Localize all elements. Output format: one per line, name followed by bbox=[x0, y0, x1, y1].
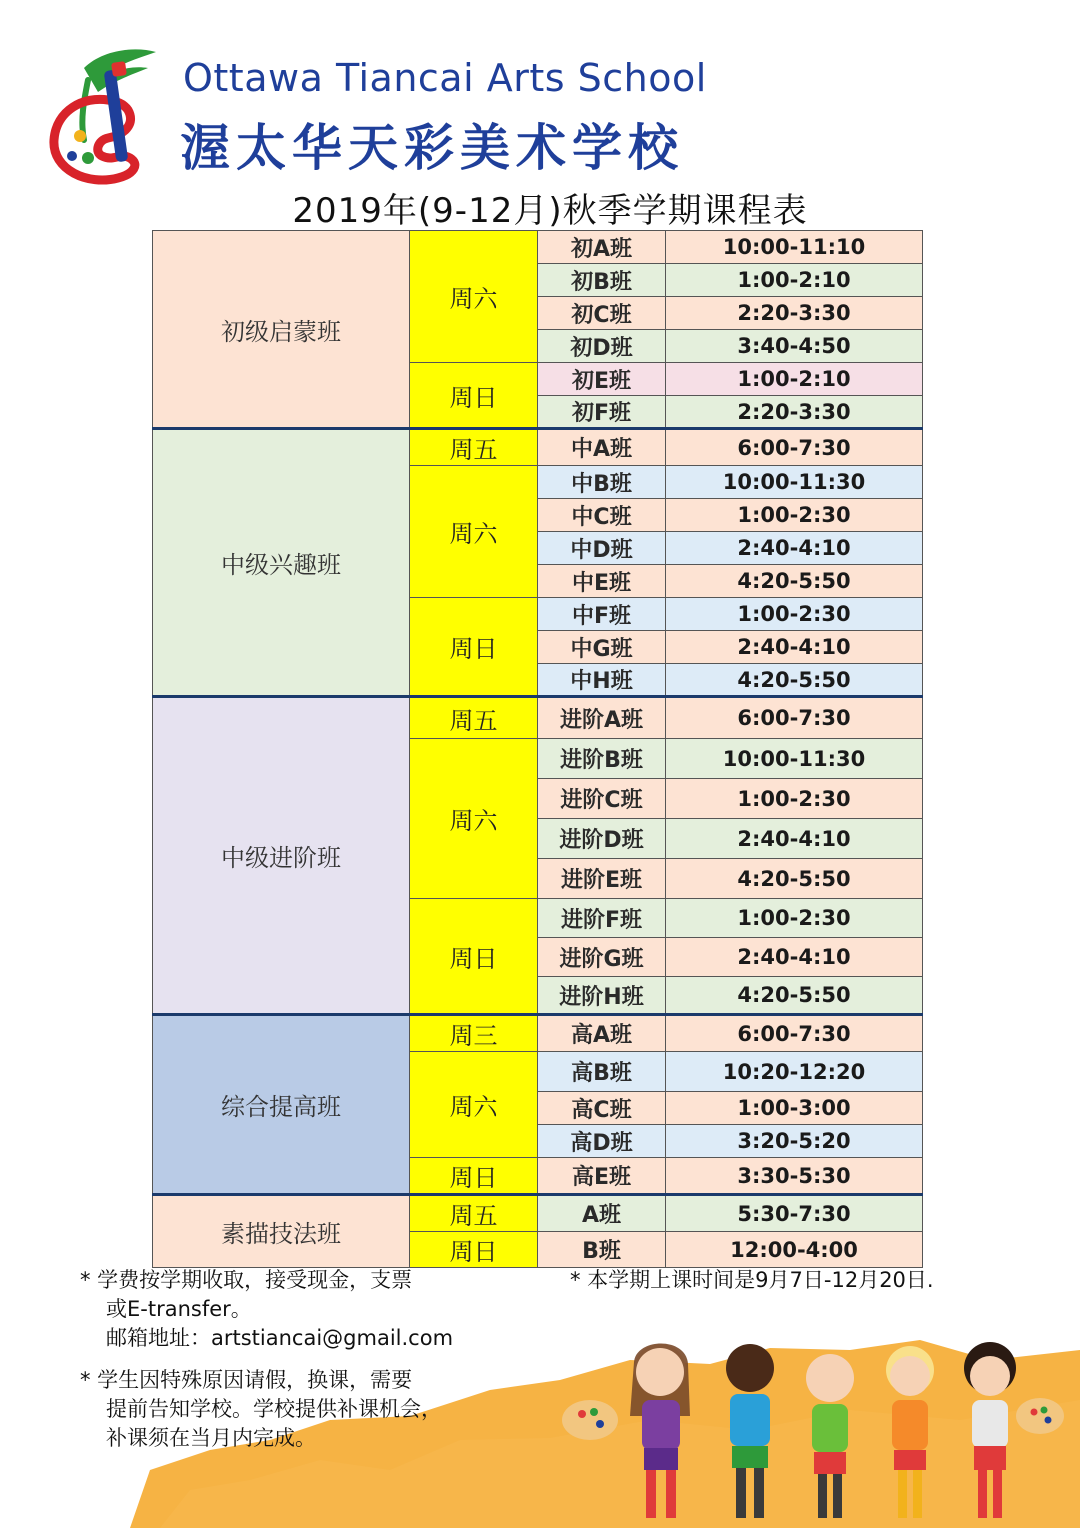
class-name: 中E班 bbox=[538, 565, 666, 598]
day-cell: 周六 bbox=[410, 231, 538, 363]
term-title: 2019年(9-12月)秋季学期课程表 bbox=[292, 191, 808, 231]
class-name: 中G班 bbox=[538, 631, 666, 664]
level-cell: 中级兴趣班 bbox=[153, 429, 410, 697]
class-name: 初A班 bbox=[538, 231, 666, 264]
class-time: 12:00-4:00 bbox=[666, 1232, 923, 1268]
level-cell: 初级启蒙班 bbox=[153, 231, 410, 429]
school-name-zh: 渥太华天彩美术学校 bbox=[180, 119, 684, 177]
class-time: 6:00-7:30 bbox=[666, 697, 923, 739]
note-email-line: 邮箱地址：artstiancai@gmail.com bbox=[106, 1326, 454, 1350]
class-name: A班 bbox=[538, 1195, 666, 1232]
class-time: 4:20-5:50 bbox=[666, 565, 923, 598]
day-cell: 周日 bbox=[410, 1232, 538, 1268]
class-name: 高B班 bbox=[538, 1052, 666, 1092]
school-logo bbox=[44, 40, 174, 190]
class-time: 1:00-2:10 bbox=[666, 363, 923, 396]
class-name: 中D班 bbox=[538, 532, 666, 565]
class-name: 初E班 bbox=[538, 363, 666, 396]
day-cell: 周五 bbox=[410, 1195, 538, 1232]
level-cell: 中级进阶班 bbox=[153, 697, 410, 1015]
class-time: 2:40-4:10 bbox=[666, 532, 923, 565]
class-name: 中F班 bbox=[538, 598, 666, 631]
class-name: 进阶C班 bbox=[538, 779, 666, 819]
class-time: 1:00-3:00 bbox=[666, 1092, 923, 1125]
class-name: 中H班 bbox=[538, 664, 666, 697]
level-cell: 素描技法班 bbox=[153, 1195, 410, 1268]
class-name: 高C班 bbox=[538, 1092, 666, 1125]
class-name: 高A班 bbox=[538, 1015, 666, 1052]
class-name: 初F班 bbox=[538, 396, 666, 429]
class-time: 3:20-5:20 bbox=[666, 1125, 923, 1158]
class-time: 2:20-3:30 bbox=[666, 396, 923, 429]
class-name: 进阶E班 bbox=[538, 859, 666, 899]
class-time: 1:00-2:30 bbox=[666, 899, 923, 938]
day-cell: 周五 bbox=[410, 429, 538, 466]
class-time: 5:30-7:30 bbox=[666, 1195, 923, 1232]
class-time: 10:20-12:20 bbox=[666, 1052, 923, 1092]
day-cell: 周三 bbox=[410, 1015, 538, 1052]
class-time: 4:20-5:50 bbox=[666, 664, 923, 697]
class-name: 进阶G班 bbox=[538, 938, 666, 977]
note-term-dates-line: * 本学期上课时间是9月7日-12月20日. bbox=[570, 1268, 934, 1292]
class-name: 中A班 bbox=[538, 429, 666, 466]
day-cell: 周日 bbox=[410, 899, 538, 1015]
day-cell: 周六 bbox=[410, 1052, 538, 1158]
class-time: 2:40-4:10 bbox=[666, 938, 923, 977]
class-time: 4:20-5:50 bbox=[666, 977, 923, 1015]
note-leave-line2: 提前告知学校。学校提供补课机会， bbox=[106, 1397, 442, 1421]
note-leave-line1: * 学生因特殊原因请假，换课，需要 bbox=[80, 1368, 413, 1392]
class-name: 初D班 bbox=[538, 330, 666, 363]
class-time: 10:00-11:30 bbox=[666, 466, 923, 499]
class-time: 1:00-2:30 bbox=[666, 779, 923, 819]
class-time: 2:40-4:10 bbox=[666, 631, 923, 664]
class-time: 6:00-7:30 bbox=[666, 429, 923, 466]
class-time: 1:00-2:30 bbox=[666, 598, 923, 631]
class-time: 3:30-5:30 bbox=[666, 1158, 923, 1195]
class-time: 10:00-11:30 bbox=[666, 739, 923, 779]
note-fees-line1: * 学费按学期收取，接受现金，支票 bbox=[80, 1268, 413, 1292]
class-time: 1:00-2:10 bbox=[666, 264, 923, 297]
class-name: 进阶A班 bbox=[538, 697, 666, 739]
class-time: 6:00-7:30 bbox=[666, 1015, 923, 1052]
class-name: B班 bbox=[538, 1232, 666, 1268]
note-leave-line3: 补课须在当月内完成。 bbox=[106, 1426, 316, 1450]
class-time: 10:00-11:10 bbox=[666, 231, 923, 264]
class-name: 进阶F班 bbox=[538, 899, 666, 938]
class-name: 初C班 bbox=[538, 297, 666, 330]
note-leave bbox=[80, 1366, 550, 1453]
class-name: 进阶H班 bbox=[538, 977, 666, 1015]
class-time: 3:40-4:50 bbox=[666, 330, 923, 363]
note-fees-line2: 或E-transfer。 bbox=[106, 1297, 252, 1321]
day-cell: 周六 bbox=[410, 466, 538, 598]
note-term-dates bbox=[570, 1266, 1050, 1295]
level-cell: 综合提高班 bbox=[153, 1015, 410, 1195]
class-name: 初B班 bbox=[538, 264, 666, 297]
day-cell: 周日 bbox=[410, 598, 538, 697]
day-cell: 周五 bbox=[410, 697, 538, 739]
day-cell: 周日 bbox=[410, 363, 538, 429]
school-name-en: Ottawa Tiancai Arts School bbox=[183, 56, 707, 100]
class-time: 4:20-5:50 bbox=[666, 859, 923, 899]
note-fees bbox=[80, 1266, 550, 1353]
class-name: 进阶B班 bbox=[538, 739, 666, 779]
day-cell: 周六 bbox=[410, 739, 538, 899]
schedule-table bbox=[152, 230, 923, 1268]
class-name: 中C班 bbox=[538, 499, 666, 532]
class-name: 高E班 bbox=[538, 1158, 666, 1195]
day-cell: 周日 bbox=[410, 1158, 538, 1195]
class-time: 2:20-3:30 bbox=[666, 297, 923, 330]
class-time: 1:00-2:30 bbox=[666, 499, 923, 532]
class-name: 中B班 bbox=[538, 466, 666, 499]
class-time: 2:40-4:10 bbox=[666, 819, 923, 859]
class-name: 高D班 bbox=[538, 1125, 666, 1158]
class-name: 进阶D班 bbox=[538, 819, 666, 859]
